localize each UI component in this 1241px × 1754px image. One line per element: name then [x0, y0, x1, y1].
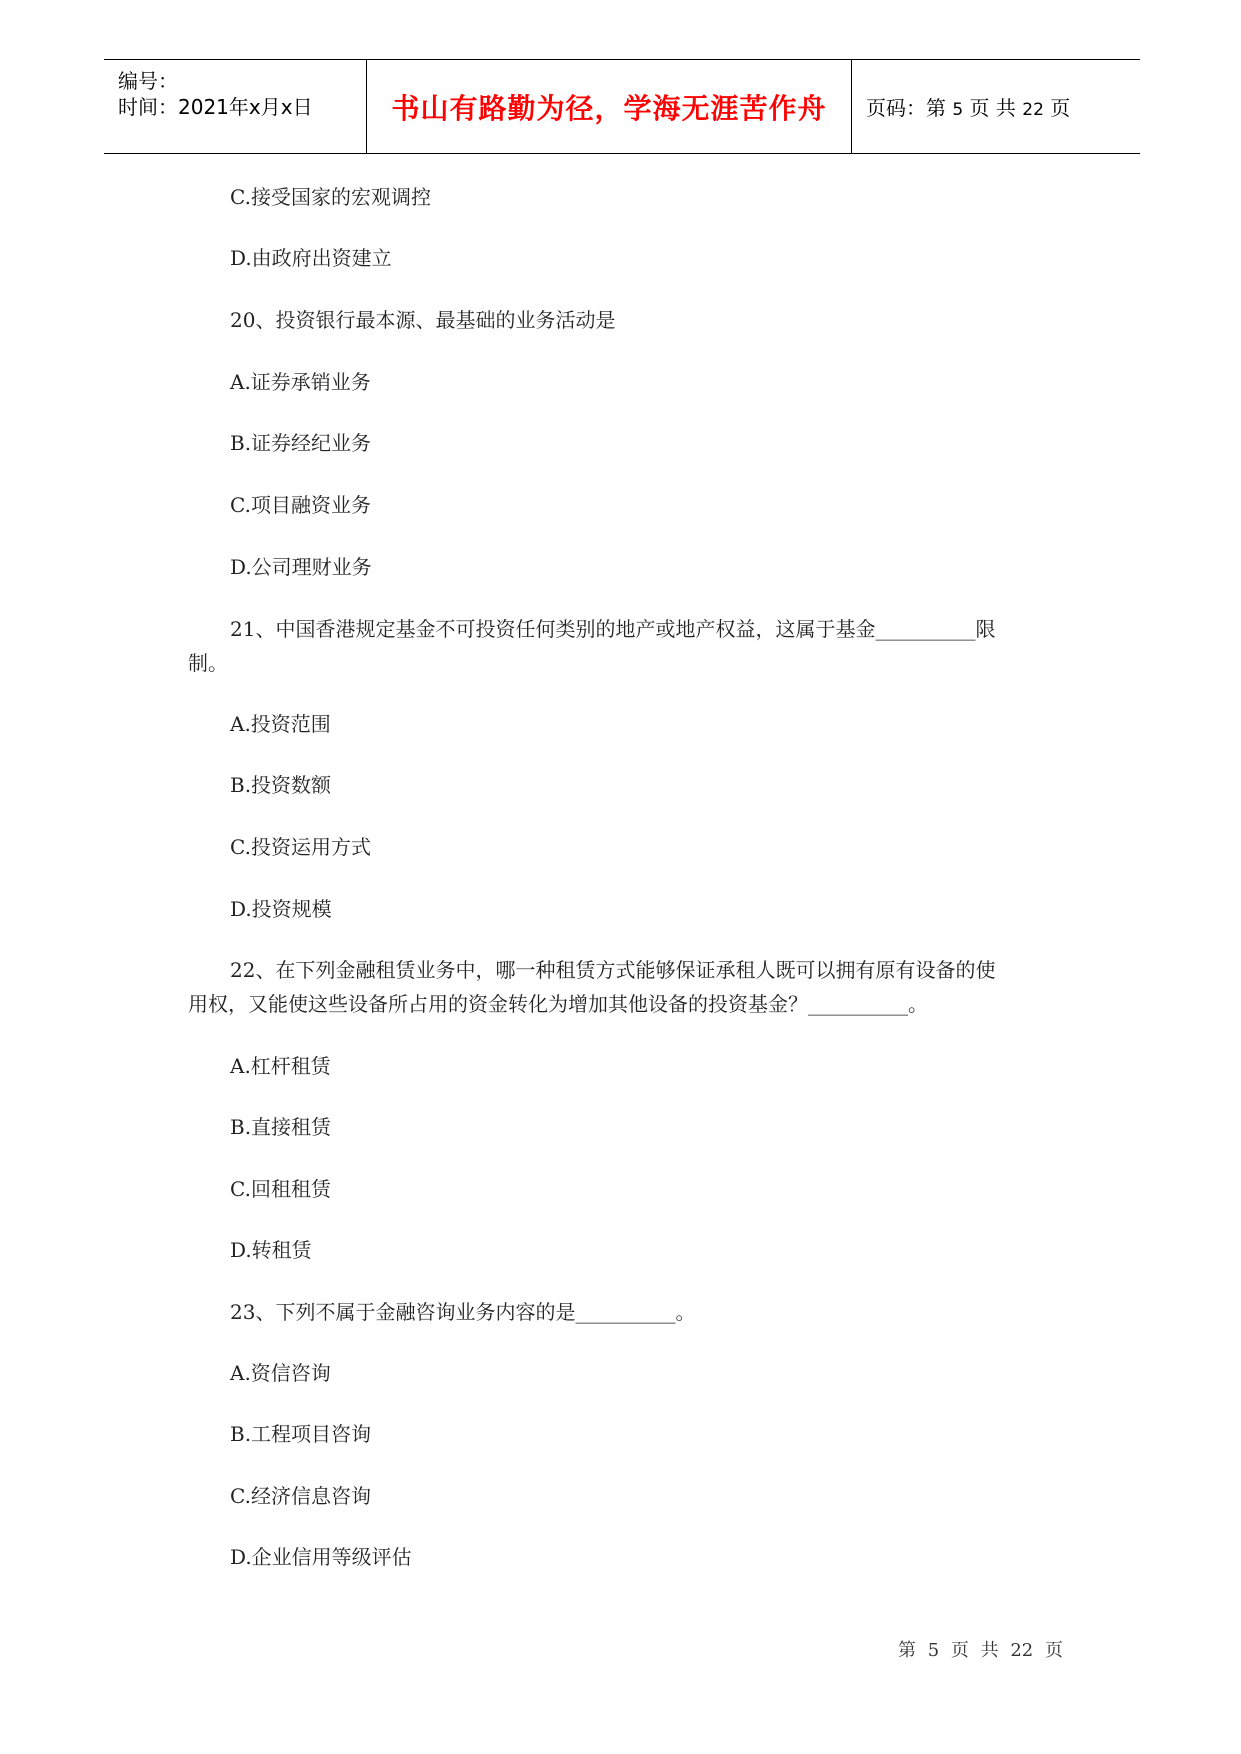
page-mid: 页 共 — [969, 96, 1016, 120]
option-line: C.回租租赁 — [230, 1177, 331, 1201]
option-line: B.投资数额 — [230, 773, 332, 797]
option-line: D.公司理财业务 — [230, 555, 372, 579]
option-line: B.证券经纪业务 — [230, 431, 372, 455]
option-line: A.证券承销业务 — [230, 370, 371, 394]
option-line: D.转租赁 — [230, 1238, 312, 1262]
question-line: 20、投资银行最本源、最基础的业务活动是 — [230, 308, 616, 332]
option-line: D.企业信用等级评估 — [230, 1545, 412, 1569]
question-line: 22、在下列金融租赁业务中，哪一种租赁方式能够保证承租人既可以拥有原有设备的使 — [230, 958, 996, 982]
option-line: D.由政府出资建立 — [230, 246, 392, 270]
option-line: C.投资运用方式 — [230, 835, 371, 859]
page-suffix: 页 — [1050, 96, 1071, 120]
motto-text: 书山有路勤为径，学海无涯苦作舟 — [391, 91, 827, 125]
option-line: A.资信咨询 — [230, 1361, 331, 1385]
option-line: C.接受国家的宏观调控 — [230, 185, 431, 209]
page-current: 5 — [952, 100, 964, 120]
time-label: 时间：2021年x月x日 — [118, 95, 313, 119]
page-footer: 第 5 页 共 22 页 — [898, 1640, 1063, 1661]
page-prefix: 页码：第 — [866, 96, 946, 120]
option-line: B.直接租赁 — [230, 1115, 332, 1139]
option-line: A.投资范围 — [230, 712, 331, 736]
option-line: B.工程项目咨询 — [230, 1422, 372, 1446]
question-line: 23、下列不属于金融咨询业务内容的是__________。 — [230, 1300, 696, 1324]
option-line: A.杠杆租赁 — [230, 1054, 331, 1078]
question-continuation: 用权，又能使这些设备所占用的资金转化为增加其他设备的投资基金？__________。 — [188, 992, 928, 1016]
question-line: 21、中国香港规定基金不可投资任何类别的地产或地产权益，这属于基金__________限 — [230, 617, 996, 641]
page-total: 22 — [1022, 100, 1044, 120]
option-line: C.项目融资业务 — [230, 493, 371, 517]
serial-label: 编号： — [118, 69, 178, 93]
option-line: D.投资规模 — [230, 897, 332, 921]
option-line: C.经济信息咨询 — [230, 1484, 371, 1508]
question-continuation: 制。 — [188, 651, 228, 675]
